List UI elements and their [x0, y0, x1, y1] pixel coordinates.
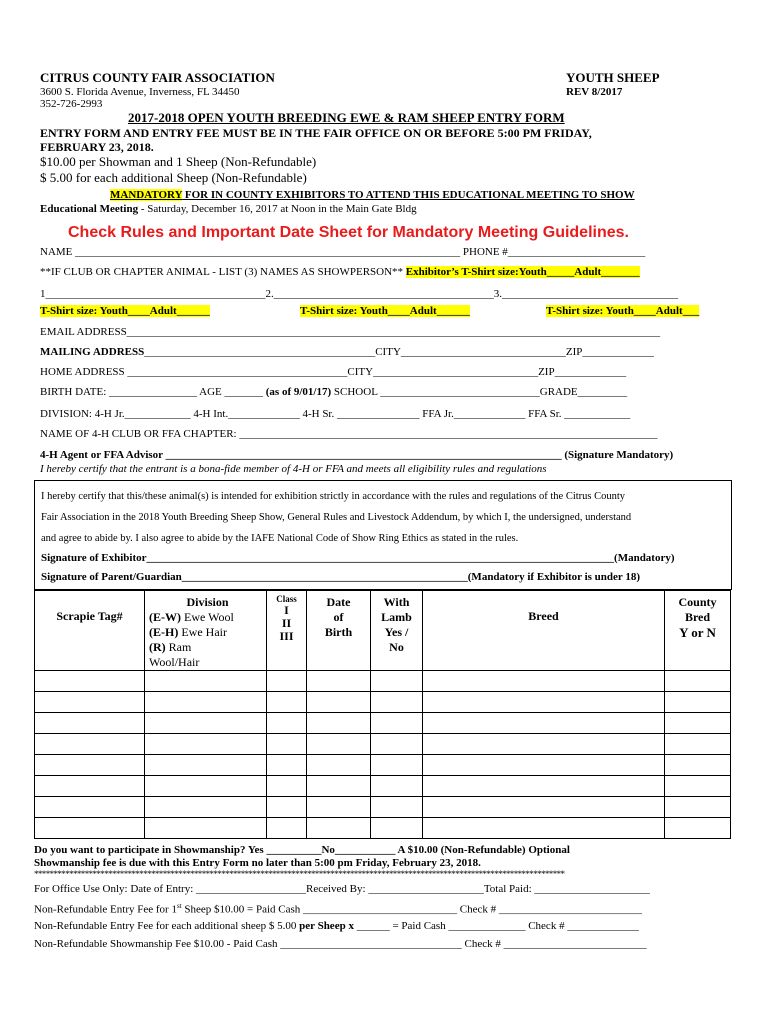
office-use-line[interactable]: For Office Use Only: Date of Entry: ____________________Received By: _____________________Total Paid: _____________________	[34, 883, 650, 895]
table-header-row	[35, 591, 731, 671]
mandatory-text: FOR IN COUNTY EXHIBITORS TO ATTEND THIS EDUCATIONAL MEETING TO SHOW	[182, 189, 635, 201]
exhibitor-tshirt-field[interactable]: Exhibitor’s T-Shirt size:Youth_____Adult_______	[405, 266, 640, 278]
club-note-row	[40, 266, 640, 278]
certification-box	[34, 480, 732, 590]
showmanship-fee-line[interactable]: Non-Refundable Showmanship Fee $10.00 - Paid Cash _________________________________ Check # __________________________	[34, 938, 647, 950]
meeting-label: Educational Meeting	[40, 203, 139, 215]
showmanship-fee-note: Showmanship fee is due with this Entry Form no later than 5:00 pm Friday, February 23, 2018.	[34, 857, 481, 869]
table-row[interactable]	[35, 755, 731, 776]
educational-meeting	[40, 203, 417, 215]
entry-table	[34, 590, 731, 839]
mailing-address-row[interactable]	[40, 346, 654, 358]
table-row[interactable]	[35, 797, 731, 818]
age-as-of-note: (as of 9/01/17)	[265, 386, 332, 398]
table-row[interactable]	[35, 734, 731, 755]
meeting-details: - Saturday, December 16, 2017 at Noon in the Main Gate Bldg	[138, 203, 417, 215]
cert-line-1: I hereby certify that this/these animal(s) is intended for exhibition strictly in accordance with the rules and regulations of the Citrus County	[41, 491, 626, 502]
birth-date-row[interactable]	[40, 386, 627, 398]
deadline-line-1: ENTRY FORM AND ENTRY FEE MUST BE IN THE FAIR OFFICE ON OR BEFORE 5:00 PM FRIDAY,	[40, 126, 592, 140]
tshirt-size-2[interactable]: T-Shirt size: Youth____Adult______	[300, 305, 470, 317]
agent-signature-field[interactable]: 4-H Agent or FFA Advisor ________________________________________________________________________ (Signature Mandatory)	[40, 449, 674, 461]
name-phone-field[interactable]: NAME ______________________________________________________________________ PHONE #_________________________	[40, 246, 646, 258]
birth-date-header: Date of Birth	[307, 591, 371, 671]
form-type: YOUTH SHEEP	[566, 70, 660, 85]
mandatory-notice	[110, 189, 635, 201]
table-row[interactable]	[35, 692, 731, 713]
check-rules-heading: Check Rules and Important Date Sheet for Mandatory Meeting Guidelines.	[68, 224, 629, 241]
mandatory-word: MANDATORY	[110, 189, 183, 201]
fee-line-2: $ 5.00 for each additional Sheep (Non-Refundable)	[40, 170, 307, 185]
org-name: CITRUS COUNTY FAIR ASSOCIATION	[40, 70, 275, 85]
table-row[interactable]	[35, 776, 731, 797]
home-address-field[interactable]: HOME ADDRESS ________________________________________CITY______________________________ZIP_____________	[40, 366, 627, 378]
class-header: Class I II III	[267, 591, 307, 671]
club-name-field[interactable]: NAME OF 4-H CLUB OR FFA CHAPTER: ____________________________________________________________________________	[40, 428, 658, 440]
county-bred-header: County Bred Y or N	[665, 591, 731, 671]
mailing-address-field[interactable]: __________________________________________CITY______________________________ZIP_____________	[144, 346, 654, 358]
cert-line-2: Fair Association in the 2018 Youth Breeding Sheep Show, General Rules and Livestock Addendum, by which I, the undersigned, understand	[41, 512, 632, 523]
mailing-label: MAILING ADDRESS	[40, 346, 145, 358]
org-address: 3600 S. Florida Avenue, Inverness, FL 34450	[40, 86, 240, 98]
division-header: Division (E-W) Ewe Wool (E-H) Ewe Hair (R) Ram Wool/Hair	[145, 591, 267, 671]
tshirt-size-3[interactable]: T-Shirt size: Youth____Adult___	[546, 305, 700, 317]
parent-signature-field[interactable]: Signature of Parent/Guardian____________________________________________________(Mandatory if Exhibitor is under 18)	[41, 571, 641, 583]
showmanship-question[interactable]: Do you want to participate in Showmanship? Yes __________No___________ A $10.00 (Non-Refundable) Optional	[34, 844, 570, 856]
club-note: **IF CLUB OR CHAPTER ANIMAL - LIST (3) NAMES AS SHOWPERSON**	[40, 266, 406, 278]
cert-line-3: and agree to abide by. I also agree to abide by the IAFE National Code of Show Ring Ethics as stated in the rules.	[41, 533, 519, 544]
tshirt-size-1[interactable]: T-Shirt size: Youth____Adult______	[40, 305, 210, 317]
email-field[interactable]: EMAIL ADDRESS_________________________________________________________________________________________________	[40, 326, 661, 338]
deadline-line-2: FEBRUARY 23, 2018.	[40, 140, 154, 154]
table-row[interactable]	[35, 713, 731, 734]
star-divider: ****************************************************************************************************************************************	[34, 869, 565, 879]
fee-line-1: $10.00 per Showman and 1 Sheep (Non-Refundable)	[40, 154, 317, 169]
breed-header: Breed	[423, 591, 665, 671]
org-phone: 352-726-2993	[40, 98, 103, 110]
member-certification: I hereby certify that the entrant is a bona-fide member of 4-H or FFA and meets all eligibility rules and regulations	[40, 463, 547, 475]
exhibitor-signature-field[interactable]: Signature of Exhibitor_____________________________________________________________________________________(Mandatory)	[41, 552, 675, 564]
table-row[interactable]	[35, 818, 731, 839]
school-grade-field[interactable]: SCHOOL _____________________________GRADE_________	[331, 386, 628, 398]
birth-age-field[interactable]: BIRTH DATE: ________________ AGE _______	[40, 386, 266, 398]
first-sheep-fee-line[interactable]: Non-Refundable Entry Fee for 1st Sheep $10.00 = Paid Cash ____________________________ Check # __________________________	[34, 902, 642, 916]
division-field[interactable]: DIVISION: 4-H Jr.____________ 4-H Int._____________ 4-H Sr. _______________ FFA Jr._____________ FFA Sr. ____________	[40, 408, 631, 420]
with-lamb-header: With Lamb Yes / No	[371, 591, 423, 671]
additional-sheep-fee-line[interactable]: Non-Refundable Entry Fee for each additional sheep $ 5.00 per Sheep x ______ = Paid Cash ______________ Check # _____________	[34, 920, 639, 932]
showperson-names-field[interactable]: 1________________________________________2.________________________________________3.________________________________	[40, 288, 678, 300]
scrapie-header: Scrapie Tag#	[35, 591, 145, 671]
table-row[interactable]	[35, 671, 731, 692]
form-revision: REV 8/2017	[566, 86, 623, 98]
form-title: 2017-2018 OPEN YOUTH BREEDING EWE & RAM SHEEP ENTRY FORM	[128, 110, 565, 125]
